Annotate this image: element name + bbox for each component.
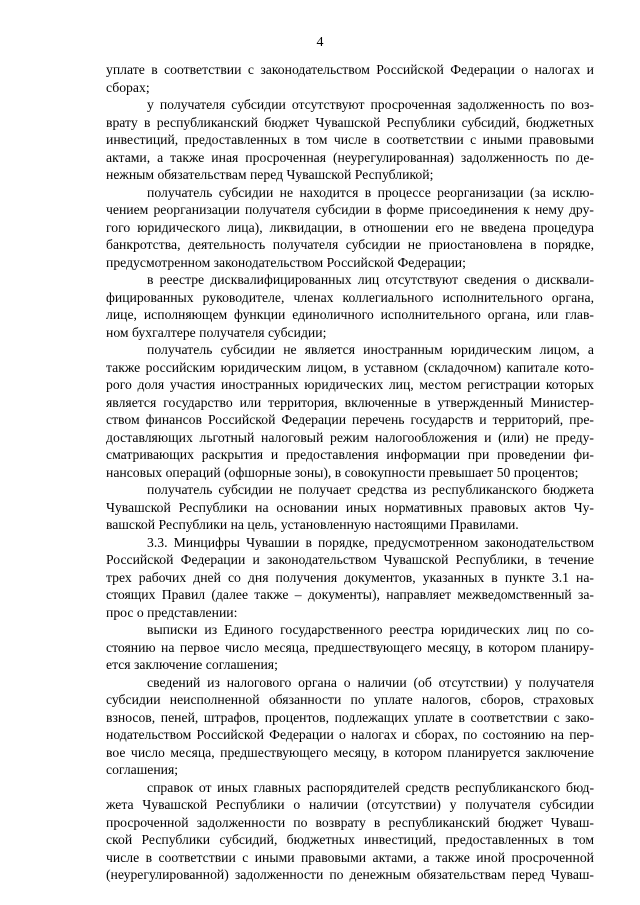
text-line: доставляющих льготный налоговый режим налогообложения и (или) не преду- (106, 429, 594, 445)
text-line: получатель субсидии не находится в процессе реорганизации (за исклю- (147, 184, 594, 200)
text-line: Чувашской Республики на основании иных нормативных правовых актов Чу- (106, 499, 594, 515)
text-line: Российской Федерации и законодательством Чувашской Республики, в течение (106, 552, 594, 567)
text-line: 3.3. Минцифры Чувашии в порядке, предусмотренном законодательством (147, 534, 594, 550)
text-line: выписки из Единого государственного реестра юридических лиц по со- (147, 622, 594, 637)
text-line: вашской Республики на цель, установленную настоящими Правилами. (106, 517, 519, 532)
text-line: справок от иных главных распорядителей средств республиканского бюд- (147, 779, 594, 795)
text-line: сборах; (106, 79, 150, 95)
text-line: лице, исполняющем функции единоличного исполнительного органа, или глав- (106, 307, 594, 322)
text-line: предусмотренном законодательством Российской Федерации; (106, 254, 466, 270)
text-line: является государство или территория, включенные в утвержденный Министер- (106, 394, 594, 410)
text-line: прос о представлении: (106, 604, 238, 620)
text-line: уплате в соответствии с законодательством Российской Федерации о налогах и (106, 62, 594, 77)
text-line: ством финансов Российской Федерации перечень государств и территорий, пре- (106, 412, 594, 427)
text-line: нежным обязательствам перед Чувашской Республикой; (106, 167, 434, 182)
text-line: врату в республиканский бюджет Чувашской Республики субсидий, бюджетных (106, 114, 594, 130)
text-line: ется заключение соглашения; (106, 657, 278, 672)
text-line: просроченной задолженности по возврату в республиканский бюджет Чуваш- (106, 814, 594, 830)
text-line: рого доля участия иностранных юридических лиц, местом регистрации которых (106, 377, 594, 392)
text-line: в реестре дисквалифицированных лиц отсутствуют сведения о дисквали- (147, 272, 594, 287)
text-line: взносов, пеней, штрафов, процентов, подлежащих уплате в соответствии с зако- (106, 709, 594, 725)
text-line: инвестиций, предоставленных в том числе в соответствии с иными правовыми (106, 132, 594, 147)
text-line: соглашения; (106, 762, 179, 777)
text-line: фицированных руководителе, членах коллегиального исполнительного органа, (106, 289, 594, 305)
text-line: банкротства, деятельность получателя субсидии не приостановлена в порядке, (106, 237, 594, 252)
text-line: нансовых операций (офшорные зоны), в совокупности превышает 50 процентов; (106, 464, 579, 480)
page-number: 4 (316, 35, 324, 50)
text-line: субсидии неисполненной обязанности по уплате налогов, сборов, страховых (106, 692, 594, 707)
text-line: жета Чувашской Республики о наличии (отсутствии) у получателя субсидии (106, 797, 594, 812)
text-line: актами, а также иная просроченная (неурегулированная) задолженность по де- (106, 149, 594, 165)
text-line: стоянию на первое число месяца, предшествующего месяцу, в котором планиру- (106, 639, 594, 655)
text-line: сматривающих раскрытия и предоставления информации при проведении фи- (106, 447, 594, 462)
text-line: ской Республики субсидий, бюджетных инвестиций, предоставленных в том (106, 832, 594, 847)
text-line: ном бухгалтере получателя субсидии; (106, 324, 327, 340)
text-line: трех рабочих дней со дня получения документов, указанных в пункте 3.1 на- (106, 569, 594, 585)
text-line: также российским юридическим лицом, в уставном (складочном) капитале кото- (106, 359, 594, 375)
text-line: получатель субсидии не получает средства из республиканского бюджета (147, 482, 594, 497)
text-line: (неурегулированной) задолженности по денежным обязательствам перед Чуваш- (106, 867, 594, 882)
text-line: у получателя субсидии отсутствуют просроченная задолженность по воз- (147, 97, 594, 112)
text-line: стоящих Правил (далее также – документы), направляет межведомственный за- (106, 587, 594, 602)
text-line: чением реорганизации получателя субсидии в форме присоединения к нему дру- (106, 202, 594, 217)
text-line: числе в соответствии с иными правовыми актами, а также иной просроченной (106, 849, 594, 865)
text-line: нодательством Российской Федерации о налогах и сборах, по состоянию на пер- (106, 727, 594, 742)
text-line: гого юридического лица), ликвидации, в отношении его не введена процедура (106, 219, 594, 235)
text-line: вое число месяца, предшествующего месяцу, в котором планируется заключение (106, 744, 594, 760)
text-line: сведений из налогового органа о наличии (об отсутствии) у получателя (147, 674, 594, 690)
text-line: получатель субсидии не является иностранным юридическим лицом, а (147, 342, 594, 357)
